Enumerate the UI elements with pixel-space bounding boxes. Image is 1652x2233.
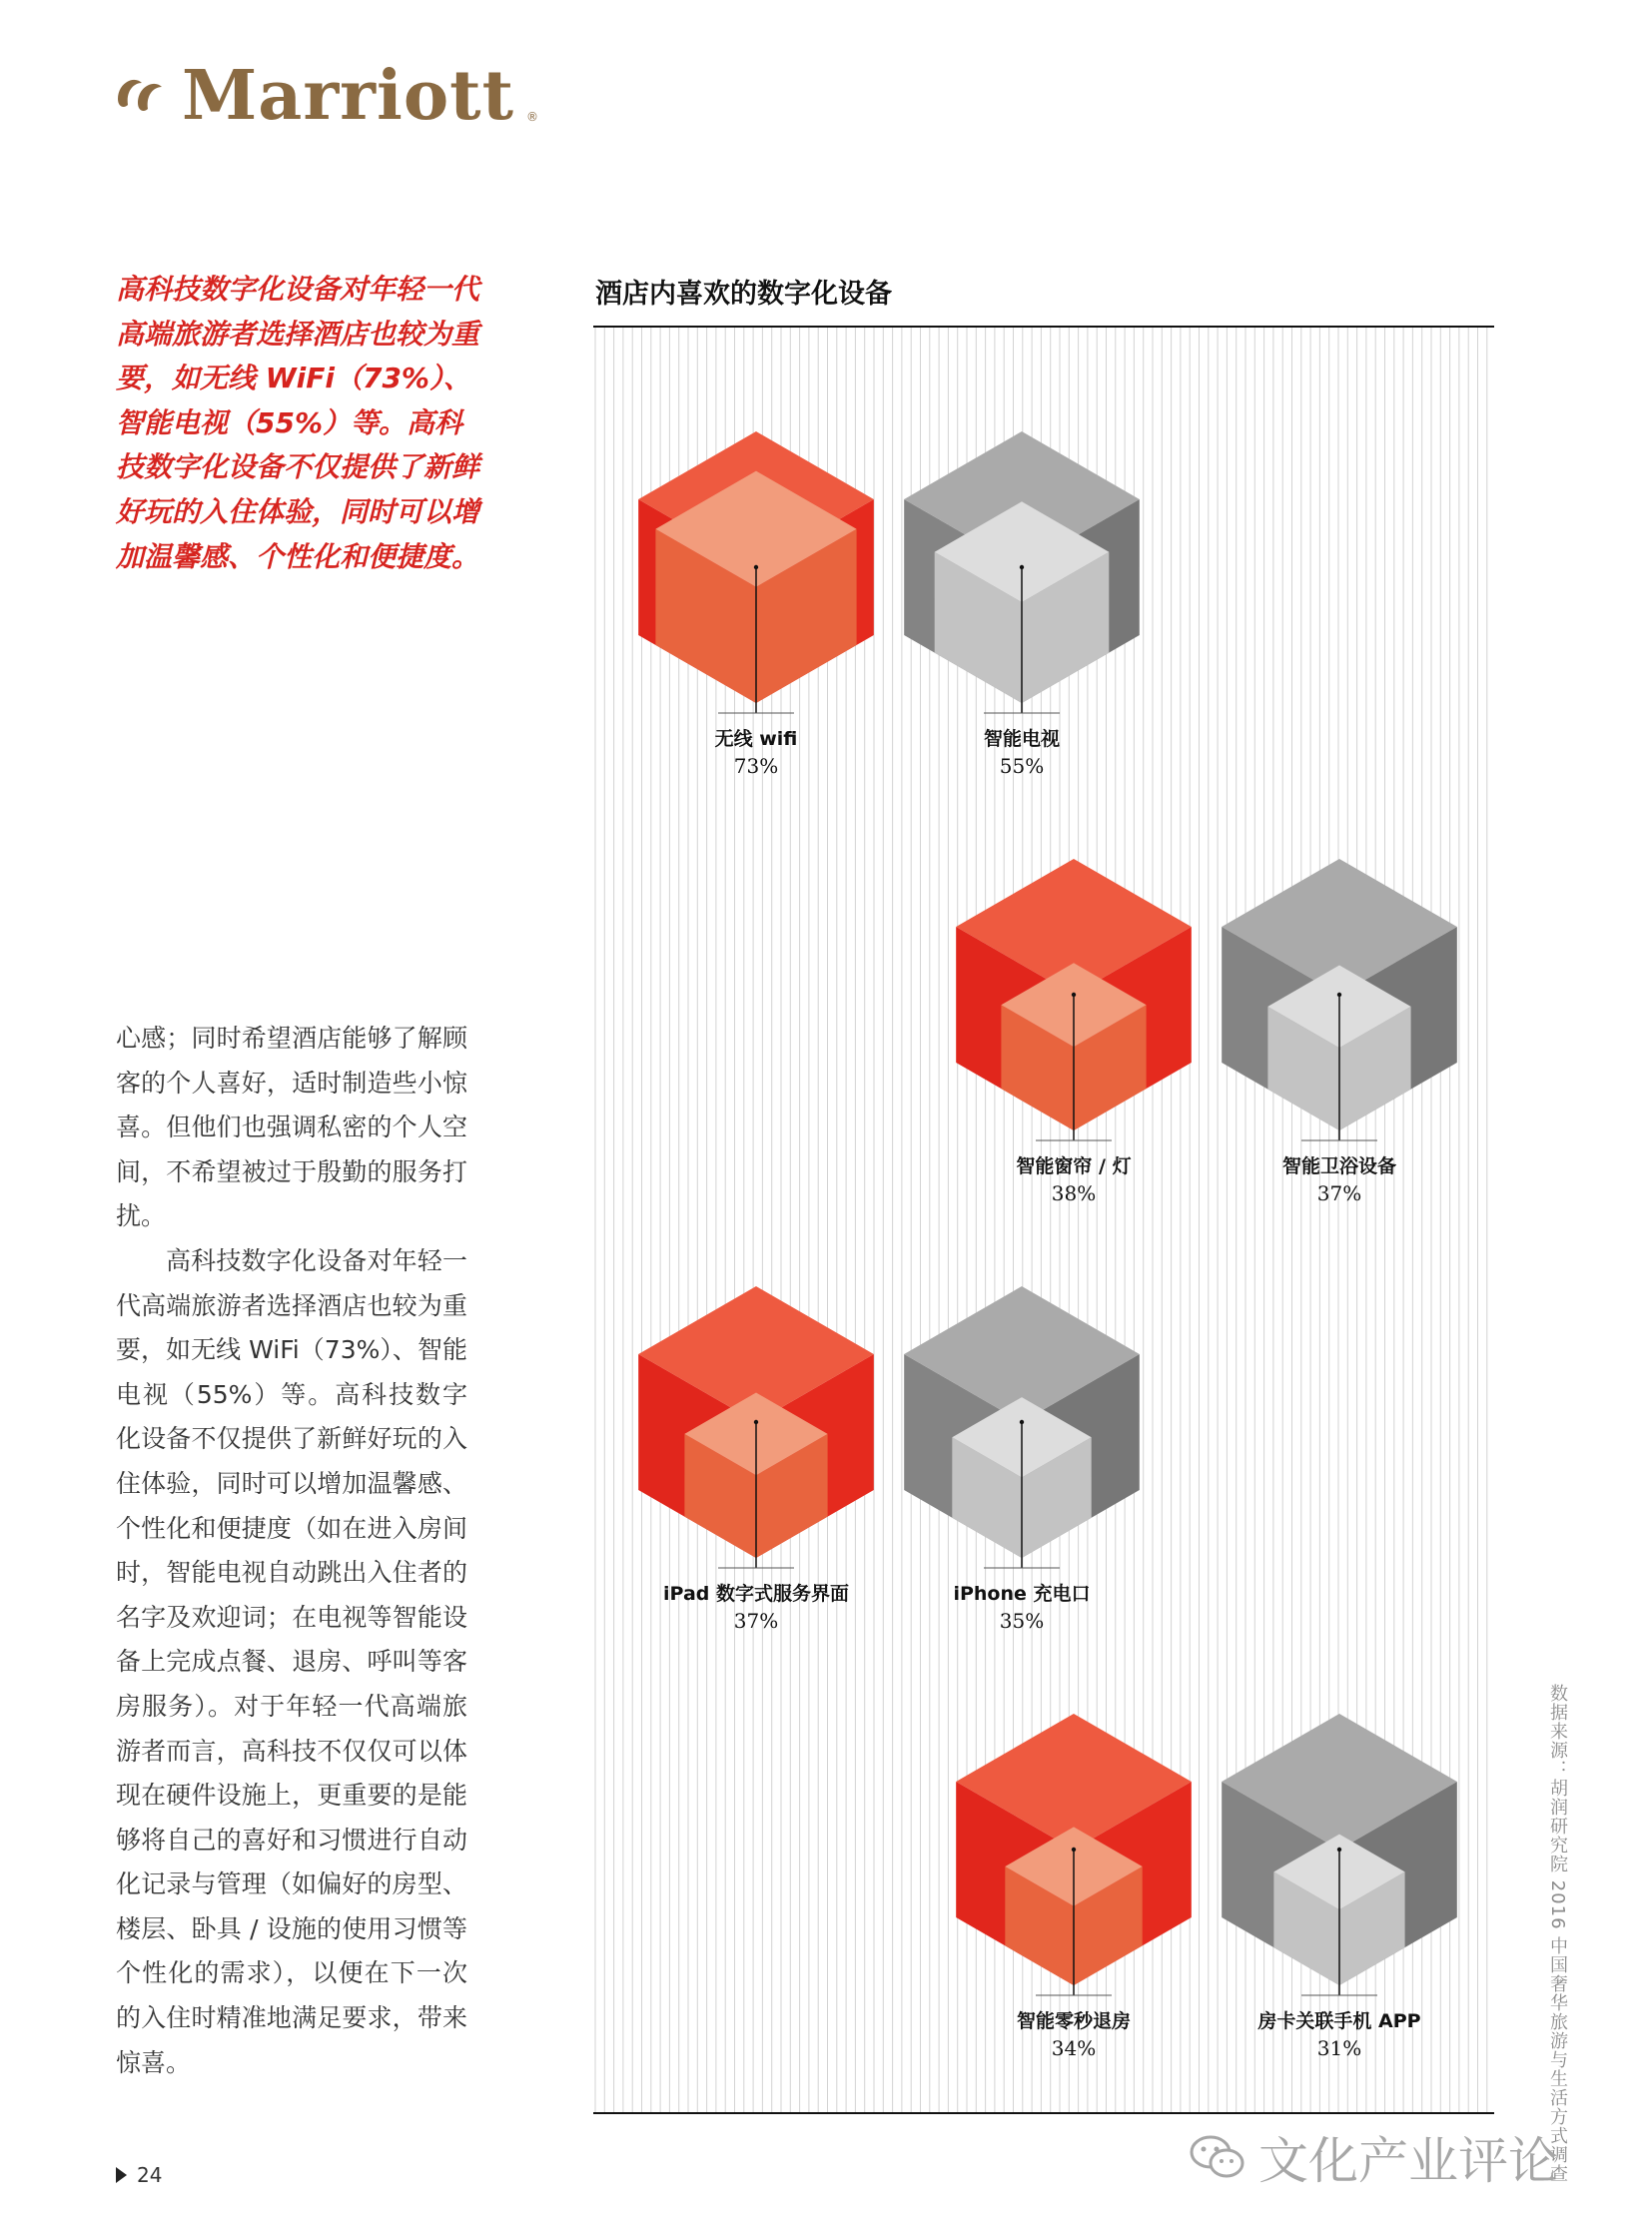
value-label: 37% [733, 1609, 779, 1633]
value-label: 37% [1316, 1181, 1362, 1205]
source-note: 数据来源：胡润研究院 2016 中国奢华旅游与生活方式调查 [1547, 1684, 1568, 2184]
value-label: 73% [733, 754, 779, 778]
leader-dot [1072, 993, 1076, 997]
category-label: 智能零秒退房 [1016, 2010, 1132, 2032]
wechat-icon [1189, 2133, 1246, 2181]
leader-dot [1072, 1848, 1076, 1852]
value-label: 34% [1051, 2036, 1097, 2060]
registered-mark: ® [526, 110, 538, 124]
leader-dot [754, 565, 758, 569]
value-label: 55% [999, 754, 1045, 778]
category-label: iPad 数字式服务界面 [663, 1583, 849, 1605]
chart-marks [638, 431, 1457, 2060]
watermark-text: 文化产业评论 [1258, 2132, 1558, 2190]
category-label: 智能卫浴设备 [1281, 1155, 1397, 1177]
pull-quote: 高科技数字化设备对年轻一代高端旅游者选择酒店也较为重要，如无线 WiFi（73%）、智能电视（55%）等。高科技数字化设备不仅提供了新鲜好玩的入住体验，同时可以增加温馨感、个性化和便捷度。 [116, 273, 480, 573]
leader-dot [1337, 993, 1341, 997]
body-paragraph: 心感；同时希望酒店能够了解顾客的个人喜好，适时制造些小惊喜。但他们也强调私密的个人空间，不希望被过于殷勤的服务打扰。 [116, 1024, 467, 1231]
leader-dot [1020, 565, 1024, 569]
leader-dot [754, 1420, 758, 1424]
chart-title: 酒店内喜欢的数字化设备 [595, 279, 892, 310]
value-label: 31% [1316, 2036, 1362, 2060]
category-label: iPhone 充电口 [953, 1583, 1091, 1605]
body-paragraph: 高科技数字化设备对年轻一代高端旅游者选择酒店也较为重要，如无线 WiFi（73%）、智能电视（55%）等。高科技数字化设备不仅提供了新鲜好玩的入住体验，同时可以增加温馨感、个性化和便捷度（如在进入房间时，智能电视自动跳出入住者的名字及欢迎词；在电视等智能设备上完成点餐、退房、呼叫等客房服务）。对于年轻一代高端旅游者而言，高科技不仅仅可以体现在硬件设施上，更重要的是能够将自己的喜好和习惯进行自动化记录与管理（如偏好的房型、楼层、卧具 / 设施的使用习惯等个性化的需求），以便在下一次的入住时精准地满足要求，带来惊喜。 [116, 1245, 467, 2077]
category-label: 房卡关联手机 APP [1257, 2010, 1421, 2032]
category-label: 智能窗帘 / 灯 [1016, 1155, 1132, 1177]
leader-dot [1020, 1420, 1024, 1424]
leader-dot [1337, 1848, 1341, 1852]
category-label: 无线 wifi [714, 728, 798, 750]
page-number-text: 24 [137, 2163, 163, 2187]
value-label: 35% [999, 1609, 1045, 1633]
value-label: 38% [1051, 1181, 1097, 1205]
watermark [1189, 2121, 1558, 2193]
category-label: 智能电视 [983, 728, 1061, 750]
brand-wordmark: Marriott [182, 56, 514, 136]
